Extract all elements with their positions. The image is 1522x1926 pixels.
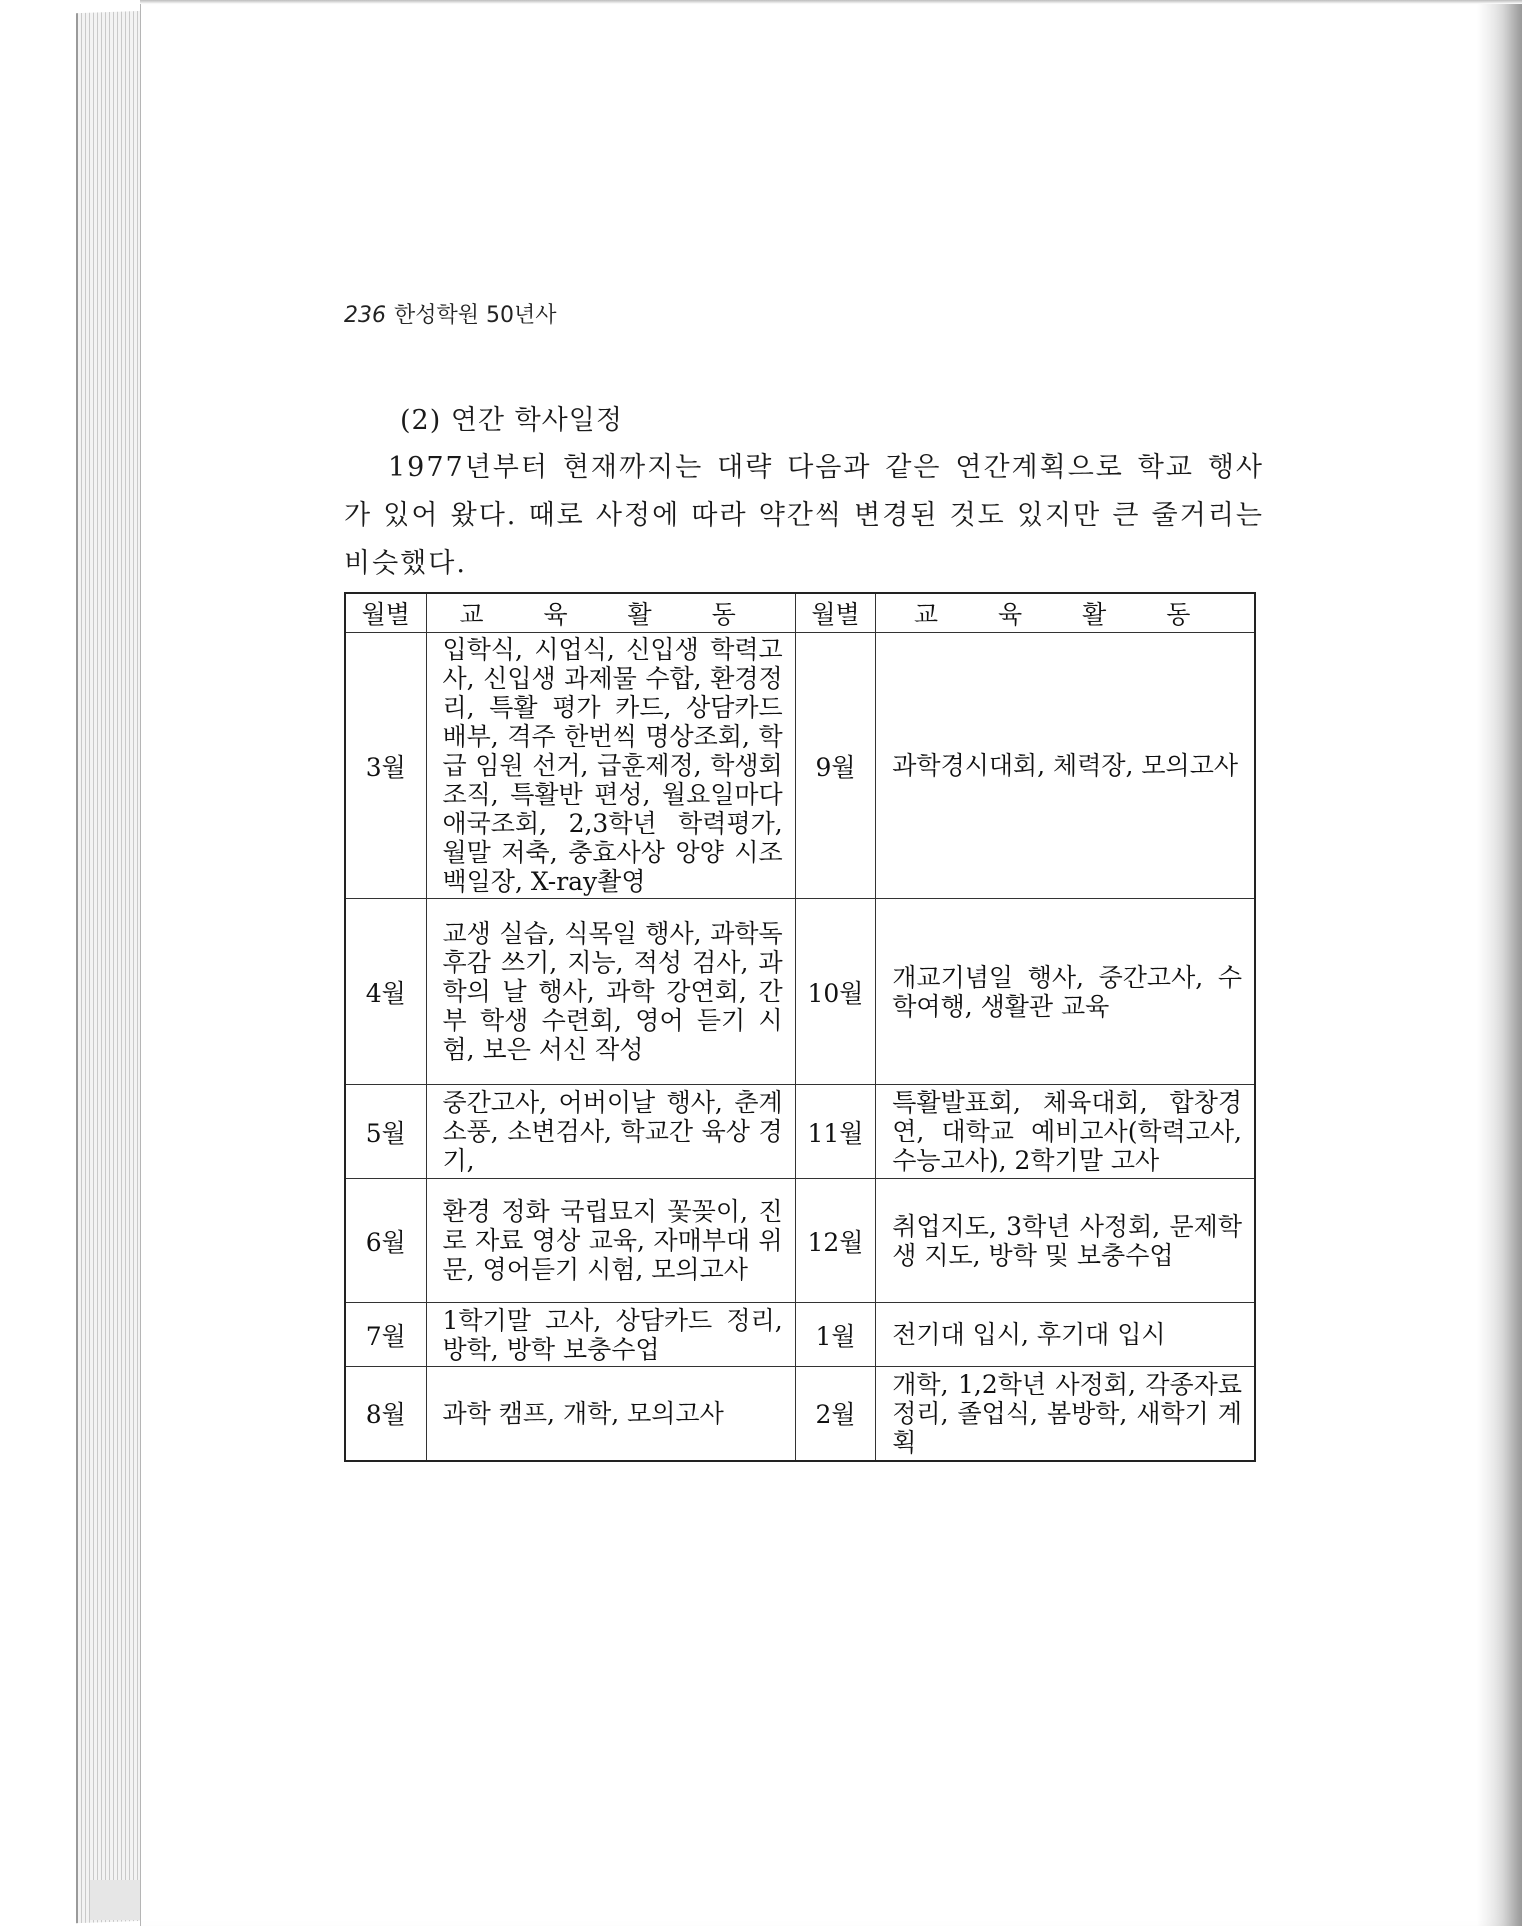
table-row bbox=[345, 1367, 1255, 1461]
activity-cell: 과학 캠프, 개학, 모의고사 bbox=[426, 1367, 795, 1461]
section-title: (2) 연간 학사일정 bbox=[400, 405, 623, 436]
month-cell: 7월 bbox=[345, 1303, 426, 1367]
month-cell: 10월 bbox=[795, 899, 876, 1085]
activity-cell: 개학, 1,2학년 사정회, 각종자료 정리, 졸업식, 봄방학, 새학기 계획 bbox=[876, 1367, 1255, 1461]
month-cell: 2월 bbox=[795, 1367, 876, 1461]
schedule-table bbox=[344, 592, 1256, 1462]
month-cell: 9월 bbox=[795, 633, 876, 899]
page-shadow bbox=[1477, 0, 1522, 1926]
page-top-edge bbox=[140, 0, 1522, 4]
intro-paragraph: 1977년부터 현재까지는 대략 다음과 같은 연간계획으로 학교 행사가 있어 왔다. 때로 사정에 따라 약간씩 변경된 것도 있지만 큰 줄거리는 비슷했다. bbox=[344, 452, 1264, 579]
activity-cell: 개교기념일 행사, 중간고사, 수학여행, 생활관 교육 bbox=[876, 899, 1255, 1085]
book-title: 한성학원 50년사 bbox=[394, 303, 557, 328]
table-row bbox=[345, 1179, 1255, 1303]
activity-cell: 전기대 입시, 후기대 입시 bbox=[876, 1303, 1255, 1367]
month-cell: 4월 bbox=[345, 899, 426, 1085]
month-cell: 1월 bbox=[795, 1303, 876, 1367]
activity-cell: 교생 실습, 식목일 행사, 과학독후감 쓰기, 지능, 적성 검사, 과학의 날 행사, 과학 강연회, 간부 학생 수련회, 영어 듣기 시험, 보은 서신 작성 bbox=[426, 899, 795, 1085]
running-header bbox=[344, 298, 557, 329]
page-number: 236 bbox=[344, 303, 386, 328]
table-row bbox=[345, 899, 1255, 1085]
header-activity-1: 교 육 활 동 bbox=[426, 593, 795, 633]
activity-cell: 특활발표회, 체육대회, 합창경연, 대학교 예비고사(학력고사, 수능고사), 2학기말 고사 bbox=[876, 1085, 1255, 1179]
month-cell: 12월 bbox=[795, 1179, 876, 1303]
activity-cell: 1학기말 고사, 상담카드 정리, 방학, 방학 보충수업 bbox=[426, 1303, 795, 1367]
month-cell: 5월 bbox=[345, 1085, 426, 1179]
activity-cell: 환경 정화 국립묘지 꽃꽂이, 진로 자료 영상 교육, 자매부대 위문, 영어듣기 시험, 모의고사 bbox=[426, 1179, 795, 1303]
activity-cell: 취업지도, 3학년 사정회, 문제학생 지도, 방학 및 보충수업 bbox=[876, 1179, 1255, 1303]
table-row bbox=[345, 1303, 1255, 1367]
table-row bbox=[345, 633, 1255, 899]
header-activity-2: 교 육 활 동 bbox=[876, 593, 1255, 633]
activity-cell: 과학경시대회, 체력장, 모의고사 bbox=[876, 633, 1255, 899]
month-cell: 11월 bbox=[795, 1085, 876, 1179]
month-cell: 8월 bbox=[345, 1367, 426, 1461]
month-cell: 6월 bbox=[345, 1179, 426, 1303]
header-month-1: 월별 bbox=[345, 593, 426, 633]
activity-cell: 입학식, 시업식, 신입생 학력고사, 신입생 과제물 수합, 환경정리, 특활 평가 카드, 상담카드 배부, 격주 한번씩 명상조회, 학급 임원 선거, 급훈제정, 학생회 조직, 특활반 편성, 월요일마다 애국조회, 2,3학년 학력평가, 월말 저축, 충효사상 앙양 시조 백일장, X-ray촬영 bbox=[426, 633, 795, 899]
header-month-2: 월별 bbox=[795, 593, 876, 633]
table-row bbox=[345, 1085, 1255, 1179]
month-cell: 3월 bbox=[345, 633, 426, 899]
table-header-row bbox=[345, 593, 1255, 633]
activity-cell: 중간고사, 어버이날 행사, 춘계소풍, 소변검사, 학교간 육상 경기, bbox=[426, 1085, 795, 1179]
